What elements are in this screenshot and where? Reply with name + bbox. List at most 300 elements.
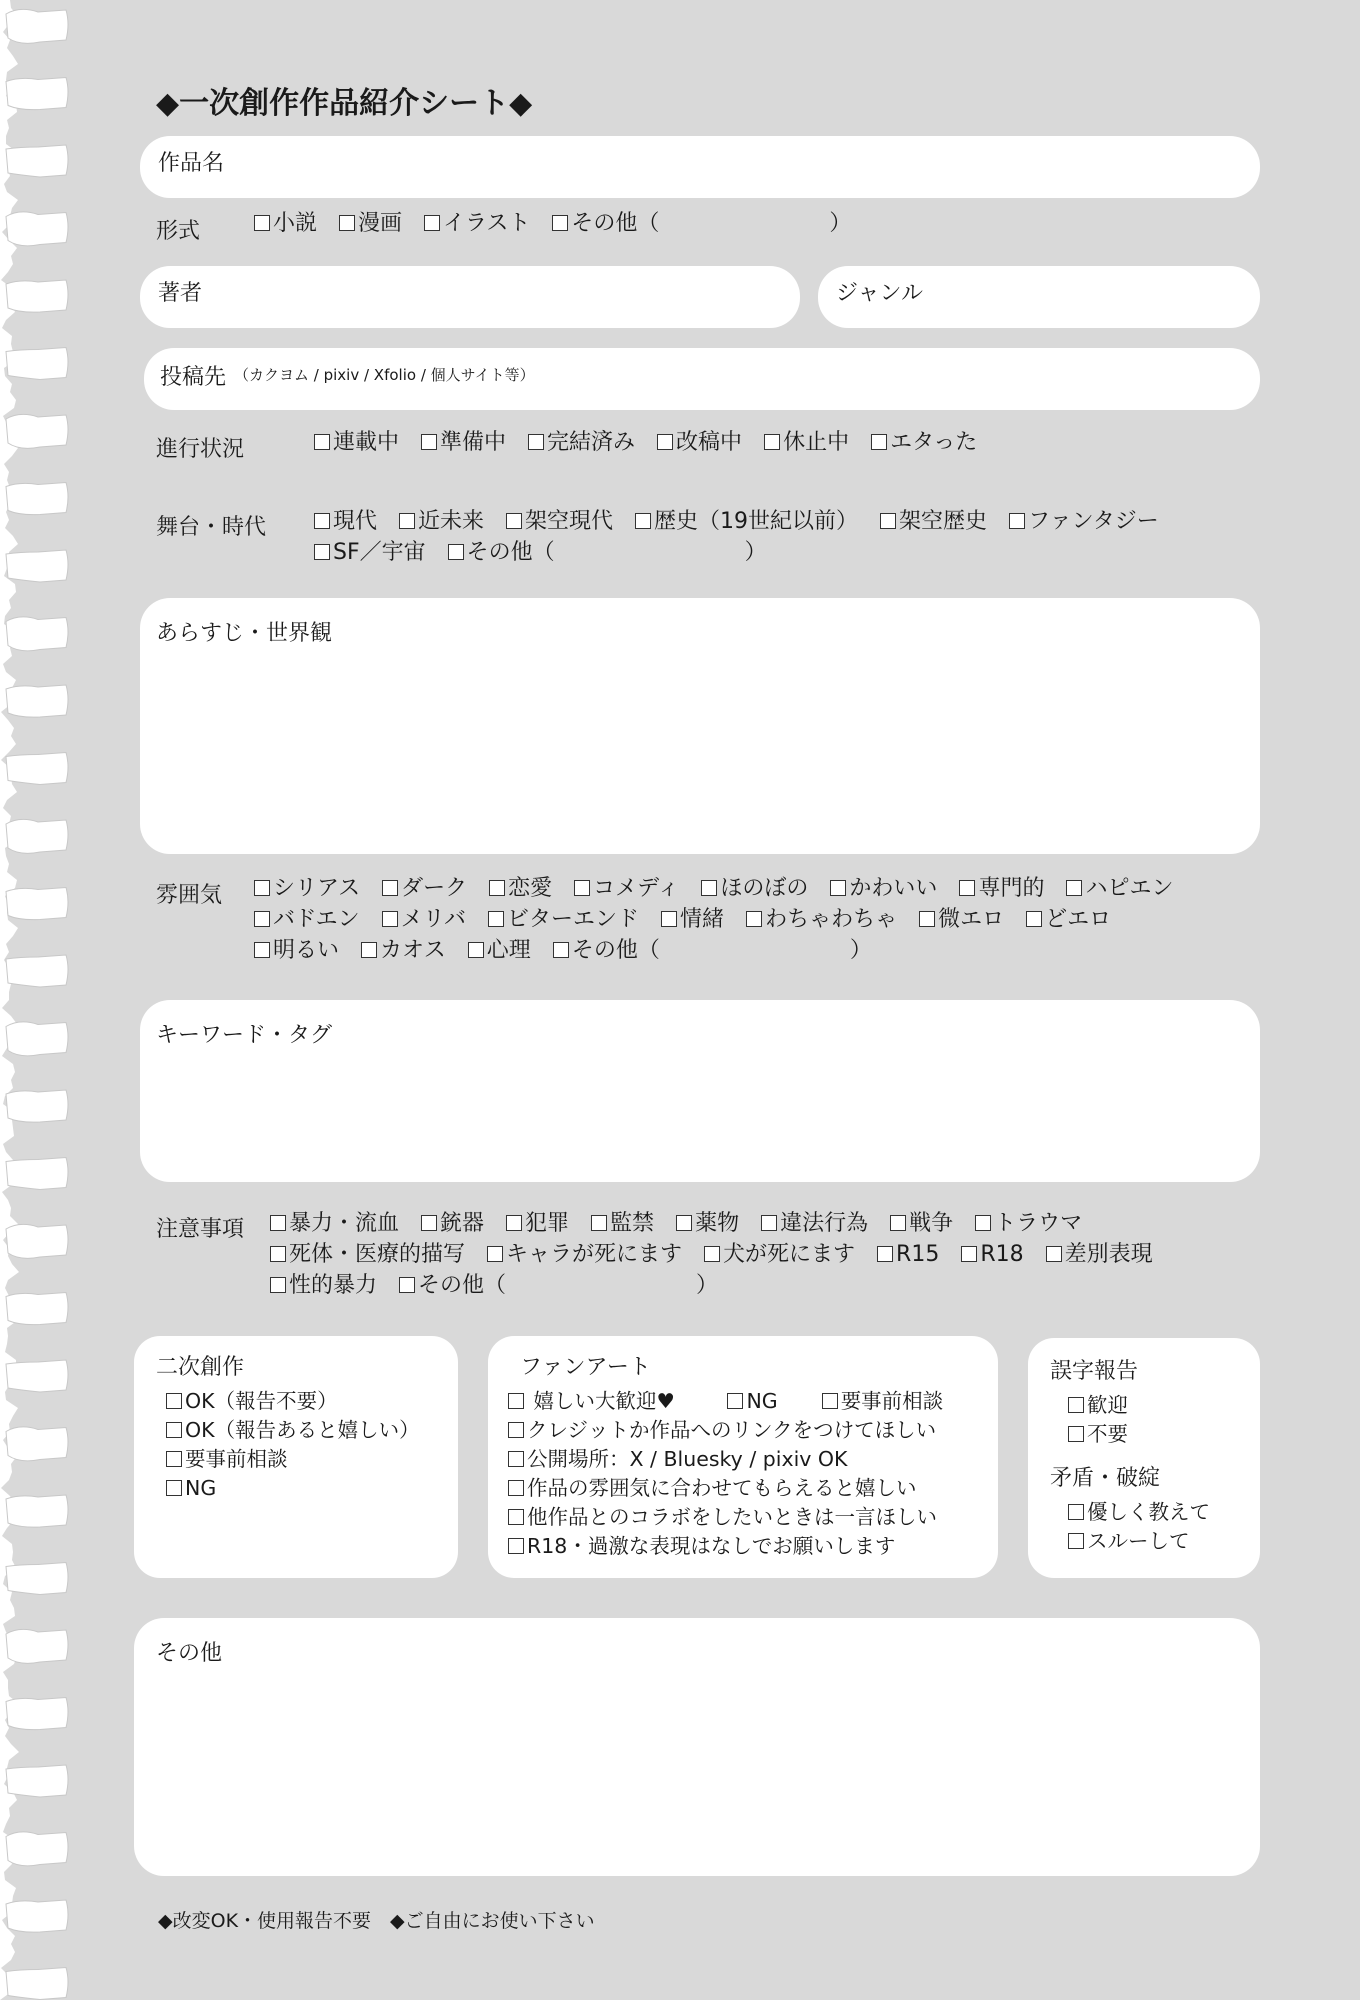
option-label: イラスト	[443, 211, 531, 236]
fanwork-title: 二次創作	[156, 1355, 245, 1380]
checkbox-option[interactable]	[361, 935, 446, 966]
other-option[interactable]	[448, 537, 767, 568]
option-label: 現代	[333, 509, 378, 534]
checkbox-option[interactable]	[508, 1476, 917, 1500]
option-label: かわいい	[849, 876, 938, 901]
other-option-close: ）	[849, 938, 872, 963]
checkbox[interactable]	[830, 880, 846, 896]
option-label: ハピエン	[1085, 876, 1174, 901]
checkbox[interactable]	[508, 1422, 524, 1438]
option-label: 犯罪	[525, 1211, 570, 1236]
option-label: クレジットか作品へのリンクをつけてほしい	[527, 1418, 937, 1442]
checkbox-option[interactable]	[254, 904, 360, 935]
checkbox[interactable]	[657, 434, 673, 450]
checkbox[interactable]	[448, 544, 464, 560]
other-label: その他	[156, 1641, 223, 1666]
list-item	[508, 1532, 987, 1561]
list-item	[1068, 1391, 1210, 1420]
checkbox-option[interactable]	[961, 1239, 1023, 1270]
option-label: 違法行為	[780, 1211, 869, 1236]
checkbox-option[interactable]	[382, 873, 467, 904]
keywords-box[interactable]	[140, 1000, 1260, 1182]
option-label: NG	[746, 1389, 778, 1413]
checkbox-option[interactable]	[488, 904, 639, 935]
checkbox[interactable]	[421, 1215, 437, 1231]
checkbox-option[interactable]	[880, 506, 987, 537]
checkbox-option[interactable]	[314, 506, 377, 537]
checkbox[interactable]	[424, 215, 440, 231]
checkbox-option[interactable]	[270, 1208, 399, 1239]
checkbox[interactable]	[508, 1393, 524, 1409]
binding-strip	[6, 1360, 68, 1392]
option-label: 銃器	[440, 1211, 485, 1236]
checkbox[interactable]	[746, 911, 762, 927]
option-label: 小説	[273, 211, 318, 236]
progress-label: 進行状況	[156, 437, 245, 462]
binding-strip	[6, 414, 68, 448]
option-label: 微エロ	[938, 907, 1005, 932]
author-label: 著者	[158, 281, 203, 306]
checkbox[interactable]	[508, 1480, 524, 1496]
notebook-binding	[0, 0, 80, 2000]
option-label: ビターエンド	[507, 907, 640, 932]
synopsis-box[interactable]	[140, 598, 1260, 854]
option-label: 架空現代	[525, 509, 614, 534]
option-label: 情緒	[680, 907, 725, 932]
checkbox-option[interactable]	[166, 1389, 338, 1413]
binding-strip	[6, 1495, 68, 1527]
option-label: 完結済み	[547, 430, 636, 455]
checkbox[interactable]	[761, 1215, 777, 1231]
list-item	[166, 1445, 420, 1474]
checkbox[interactable]	[508, 1451, 524, 1467]
checkbox[interactable]	[1009, 513, 1025, 529]
checkbox[interactable]	[508, 1509, 524, 1525]
option-label: OK（報告あると嬉しい）	[185, 1418, 420, 1442]
checkbox-option[interactable]	[919, 904, 1004, 935]
option-label: 専門的	[978, 876, 1045, 901]
mood-label: 雰囲気	[156, 883, 223, 908]
posted-at-hint: （カクヨム / pixiv / Xfolio / 個人サイト等）	[234, 366, 535, 384]
checkbox[interactable]	[961, 1246, 977, 1262]
option-row	[314, 537, 1181, 568]
option-row	[254, 873, 1195, 904]
binding-strip	[6, 78, 68, 110]
option-label: OK（報告不要）	[185, 1389, 338, 1413]
progress-options	[314, 427, 999, 458]
binding-strip	[6, 1090, 68, 1122]
binding-strip	[6, 212, 68, 246]
option-label: 公開場所：X / Bluesky / pixiv OK	[527, 1447, 848, 1471]
checkbox-option[interactable]	[254, 208, 317, 239]
checkbox-option[interactable]	[959, 873, 1044, 904]
work-name-label: 作品名	[158, 151, 225, 176]
synopsis-label: あらすじ・世界観	[156, 621, 333, 646]
option-label: わちゃわちゃ	[765, 907, 898, 932]
checkbox-option[interactable]	[339, 208, 402, 239]
checkbox[interactable]	[701, 880, 717, 896]
fanwork-box	[134, 1336, 458, 1578]
binding-strip	[6, 280, 68, 312]
checkbox-option[interactable]	[508, 1447, 848, 1471]
option-label: スルーして	[1087, 1529, 1190, 1553]
sheet-title: ◆一次創作作品紹介シート◆	[156, 86, 533, 121]
checkbox-option[interactable]	[657, 427, 742, 458]
binding-strip	[6, 1968, 68, 2000]
checkbox-option[interactable]	[727, 1387, 777, 1416]
genre-box[interactable]	[818, 266, 1260, 328]
checkbox-option[interactable]	[254, 935, 339, 966]
binding-strip	[6, 483, 68, 515]
option-label: 漫画	[358, 211, 403, 236]
checkbox[interactable]	[166, 1480, 182, 1496]
checkbox-option[interactable]	[166, 1418, 420, 1442]
checkbox-option[interactable]	[661, 904, 724, 935]
other-option-close: ）	[829, 211, 852, 236]
checkbox[interactable]	[270, 1246, 286, 1262]
binding-strip	[6, 1022, 68, 1056]
option-row	[254, 208, 873, 239]
option-label: 連載中	[333, 430, 400, 455]
option-label: 薬物	[695, 1211, 740, 1236]
list-item	[508, 1416, 987, 1445]
other-option-label: その他（	[418, 1273, 507, 1298]
checkbox-option[interactable]	[676, 1208, 739, 1239]
checkbox[interactable]	[975, 1215, 991, 1231]
fanwork-options	[166, 1387, 420, 1503]
contradiction-options	[1068, 1498, 1210, 1556]
checkbox-option[interactable]	[421, 427, 506, 458]
checkbox[interactable]	[254, 942, 270, 958]
checkbox[interactable]	[339, 215, 355, 231]
option-label: 不要	[1087, 1422, 1128, 1446]
checkbox-option[interactable]	[508, 1534, 895, 1558]
option-label: エタった	[890, 430, 978, 455]
checkbox[interactable]	[421, 434, 437, 450]
posted-at-label	[160, 360, 535, 391]
option-label: バドエン	[273, 907, 360, 932]
checkbox[interactable]	[1066, 880, 1082, 896]
option-label: シリアス	[273, 876, 361, 901]
checkbox[interactable]	[487, 1246, 503, 1262]
checkbox[interactable]	[764, 434, 780, 450]
option-row	[270, 1239, 1175, 1270]
other-box[interactable]	[134, 1618, 1260, 1876]
checkbox-option[interactable]	[764, 427, 849, 458]
checkbox-option[interactable]	[424, 208, 530, 239]
checkbox[interactable]	[1046, 1246, 1062, 1262]
checkbox[interactable]	[822, 1393, 838, 1409]
binding-strip	[6, 1832, 68, 1866]
binding-strip	[6, 1427, 68, 1461]
option-label: 性的暴力	[289, 1273, 378, 1298]
checkbox[interactable]	[877, 1246, 893, 1262]
option-label: コメディ	[593, 876, 680, 901]
checkbox-option[interactable]	[1068, 1393, 1128, 1417]
checkbox-option[interactable]	[1046, 1239, 1153, 1270]
checkbox-option[interactable]	[1068, 1529, 1190, 1553]
option-label: 暴力・流血	[289, 1211, 400, 1236]
checkbox-option[interactable]	[487, 1239, 682, 1270]
checkbox[interactable]	[1068, 1397, 1084, 1413]
option-label: 戦争	[909, 1211, 954, 1236]
option-label: NG	[185, 1476, 217, 1500]
option-label: 死体・医療的描写	[289, 1242, 466, 1267]
checkbox-option[interactable]	[528, 427, 635, 458]
list-item	[1068, 1527, 1210, 1556]
checkbox-option[interactable]	[508, 1418, 936, 1442]
checkbox[interactable]	[1068, 1426, 1084, 1442]
binding-strip	[6, 145, 68, 177]
checkbox[interactable]	[254, 880, 270, 896]
binding-strip	[6, 1629, 68, 1663]
fanart-first-line	[508, 1387, 987, 1416]
checkbox[interactable]	[254, 911, 270, 927]
checkbox[interactable]	[553, 942, 569, 958]
checkbox[interactable]	[166, 1393, 182, 1409]
binding-strip	[6, 819, 68, 853]
checkbox[interactable]	[552, 215, 568, 231]
checkbox-option[interactable]	[871, 427, 977, 458]
checkbox-option[interactable]	[890, 1208, 953, 1239]
checkbox-option[interactable]	[489, 873, 552, 904]
checkbox[interactable]	[270, 1277, 286, 1293]
format-options	[254, 208, 873, 239]
checkbox-option[interactable]	[635, 506, 858, 537]
option-label: 歴史（19世紀以前）	[654, 509, 859, 534]
typo-title: 誤字報告	[1050, 1359, 1139, 1384]
checkbox-option[interactable]	[701, 873, 808, 904]
option-label: 差別表現	[1064, 1242, 1153, 1267]
checkbox-option[interactable]	[1068, 1500, 1210, 1524]
checkbox[interactable]	[506, 1215, 522, 1231]
checkbox[interactable]	[314, 513, 330, 529]
checkbox-option[interactable]	[1009, 506, 1159, 537]
option-row	[254, 904, 1195, 935]
checkbox[interactable]	[399, 1277, 415, 1293]
checkbox[interactable]	[270, 1215, 286, 1231]
option-row	[314, 506, 1181, 537]
footer-note: ◆改変OK・使用報告不要 ◆ご自由にお使い下さい	[158, 1910, 595, 1932]
binding-strip	[6, 617, 68, 651]
checkbox[interactable]	[890, 1215, 906, 1231]
option-label: R18	[980, 1242, 1024, 1267]
fanart-option-welcome[interactable]	[508, 1389, 657, 1413]
option-label: 犬が死にます	[723, 1242, 856, 1267]
checkbox-option[interactable]	[1066, 873, 1173, 904]
checkbox-option[interactable]	[591, 1208, 654, 1239]
checkbox[interactable]	[871, 434, 887, 450]
option-label: ほのぼの	[720, 876, 809, 901]
checkbox-option[interactable]	[314, 427, 399, 458]
checkbox[interactable]	[635, 513, 651, 529]
other-option-label: その他（	[571, 211, 660, 236]
option-label: キャラが死にます	[506, 1242, 683, 1267]
checkbox-option[interactable]	[1068, 1422, 1128, 1446]
checkbox[interactable]	[361, 942, 377, 958]
posted-at-box[interactable]	[144, 348, 1260, 410]
checkbox[interactable]	[382, 880, 398, 896]
checkbox-option[interactable]	[822, 1387, 944, 1416]
checkbox-option[interactable]	[399, 506, 484, 537]
binding-strip	[6, 888, 68, 920]
checkbox[interactable]	[468, 942, 484, 958]
binding-strip	[6, 955, 68, 987]
checkbox[interactable]	[314, 434, 330, 450]
checkbox[interactable]	[528, 434, 544, 450]
binding-strip	[6, 753, 68, 785]
fanart-extra-options	[727, 1389, 987, 1413]
checkbox-option[interactable]	[704, 1239, 855, 1270]
checkbox[interactable]	[508, 1538, 524, 1554]
option-label: R18・過激な表現はなしでお願いします	[527, 1534, 896, 1558]
warnings-options	[270, 1208, 1175, 1301]
heart-icon: ♥	[656, 1389, 675, 1413]
option-label: 監禁	[610, 1211, 655, 1236]
fanart-box	[488, 1336, 998, 1578]
option-label: どエロ	[1045, 907, 1112, 932]
option-label: 他作品とのコラボをしたいときは一言ほしい	[527, 1505, 937, 1529]
list-item	[1068, 1498, 1210, 1527]
checkbox[interactable]	[661, 911, 677, 927]
option-label: 改稿中	[676, 430, 743, 455]
checkbox-option[interactable]	[877, 1239, 939, 1270]
option-label: 恋愛	[508, 876, 553, 901]
checkbox[interactable]	[880, 513, 896, 529]
checkbox-option[interactable]	[746, 904, 897, 935]
binding-strip	[6, 1698, 68, 1730]
list-item	[166, 1387, 420, 1416]
binding-strip	[6, 1224, 68, 1258]
list-item	[1068, 1420, 1210, 1449]
work-name-box[interactable]	[140, 136, 1260, 198]
option-label: トラウマ	[994, 1211, 1083, 1236]
checkbox[interactable]	[506, 513, 522, 529]
option-label: 要事前相談	[185, 1447, 288, 1471]
fanart-title: ファンアート	[520, 1355, 651, 1380]
checkbox-option[interactable]	[508, 1505, 937, 1529]
option-label: R15	[896, 1242, 940, 1267]
binding-strip	[6, 1563, 68, 1595]
binding-strip	[6, 1900, 68, 1932]
checkbox-option[interactable]	[975, 1208, 1082, 1239]
list-item	[508, 1445, 987, 1474]
binding-strip	[6, 1158, 68, 1190]
option-row	[254, 935, 1195, 966]
checkbox-option[interactable]	[254, 873, 360, 904]
typo-box	[1028, 1338, 1260, 1578]
other-option[interactable]	[552, 208, 851, 239]
posted-at-title: 投稿先	[160, 365, 227, 390]
option-label: 近未来	[418, 509, 485, 534]
checkbox[interactable]	[727, 1393, 743, 1409]
checkbox[interactable]	[591, 1215, 607, 1231]
setting-options	[314, 506, 1181, 568]
checkbox[interactable]	[166, 1422, 182, 1438]
checkbox[interactable]	[1026, 911, 1042, 927]
option-label: メリバ	[400, 907, 467, 932]
checkbox[interactable]	[919, 911, 935, 927]
other-option[interactable]	[553, 935, 872, 966]
fanart-options	[508, 1416, 987, 1561]
checkbox[interactable]	[574, 880, 590, 896]
checkbox-option[interactable]	[270, 1239, 465, 1270]
option-label: 歓迎	[1087, 1393, 1128, 1417]
checkbox[interactable]	[704, 1246, 720, 1262]
binding-strip	[6, 348, 68, 380]
checkbox-option[interactable]	[270, 1270, 377, 1301]
genre-label: ジャンル	[836, 281, 924, 306]
option-label: ファンタジー	[1028, 509, 1159, 534]
typo-options	[1068, 1391, 1210, 1449]
list-item	[508, 1474, 987, 1503]
list-item	[166, 1416, 420, 1445]
other-option-close: ）	[696, 1273, 719, 1298]
checkbox[interactable]	[314, 544, 330, 560]
option-label: カオス	[380, 938, 446, 963]
checkbox-option[interactable]	[421, 1208, 484, 1239]
option-label: 準備中	[440, 430, 507, 455]
list-item	[508, 1503, 987, 1532]
checkbox[interactable]	[489, 880, 505, 896]
option-label: 要事前相談	[840, 1389, 944, 1413]
checkbox-option[interactable]	[574, 873, 679, 904]
checkbox-option[interactable]	[166, 1447, 288, 1471]
checkbox[interactable]	[1068, 1504, 1084, 1520]
checkbox-option[interactable]	[468, 935, 531, 966]
author-box[interactable]	[140, 266, 800, 328]
binding-strip	[6, 550, 68, 582]
checkbox-option[interactable]	[314, 537, 426, 568]
checkbox-option[interactable]	[506, 1208, 569, 1239]
fanart-welcome-label: 嬉しい大歓迎	[533, 1389, 657, 1413]
option-label: 優しく教えて	[1087, 1500, 1210, 1524]
checkbox-option[interactable]	[761, 1208, 868, 1239]
option-row	[314, 427, 999, 458]
option-label: 明るい	[273, 938, 340, 963]
checkbox-option[interactable]	[506, 506, 613, 537]
option-label: SF／宇宙	[333, 540, 426, 565]
binding-strip	[6, 1293, 68, 1325]
checkbox-option[interactable]	[1026, 904, 1111, 935]
binding-strip	[6, 1765, 68, 1797]
checkbox-option[interactable]	[830, 873, 937, 904]
other-option-label: その他（	[466, 540, 555, 565]
checkbox[interactable]	[166, 1451, 182, 1467]
option-label: 心理	[486, 938, 531, 963]
option-label: 休止中	[783, 430, 850, 455]
option-row	[270, 1270, 1175, 1301]
checkbox[interactable]	[488, 911, 504, 927]
checkbox[interactable]	[676, 1215, 692, 1231]
checkbox[interactable]	[399, 513, 415, 529]
checkbox[interactable]	[382, 911, 398, 927]
option-label: 作品の雰囲気に合わせてもらえると嬉しい	[527, 1476, 917, 1500]
setting-label: 舞台・時代	[156, 515, 267, 540]
keywords-label: キーワード・タグ	[156, 1023, 333, 1048]
warnings-label: 注意事項	[156, 1217, 245, 1242]
list-item	[166, 1474, 420, 1503]
other-option[interactable]	[399, 1270, 718, 1301]
checkbox[interactable]	[254, 215, 270, 231]
checkbox-option[interactable]	[166, 1476, 216, 1500]
contradiction-title: 矛盾・破綻	[1050, 1466, 1161, 1491]
checkbox[interactable]	[959, 880, 975, 896]
option-label: ダーク	[401, 876, 468, 901]
mood-options	[254, 873, 1195, 966]
checkbox[interactable]	[1068, 1533, 1084, 1549]
checkbox-option[interactable]	[382, 904, 466, 935]
